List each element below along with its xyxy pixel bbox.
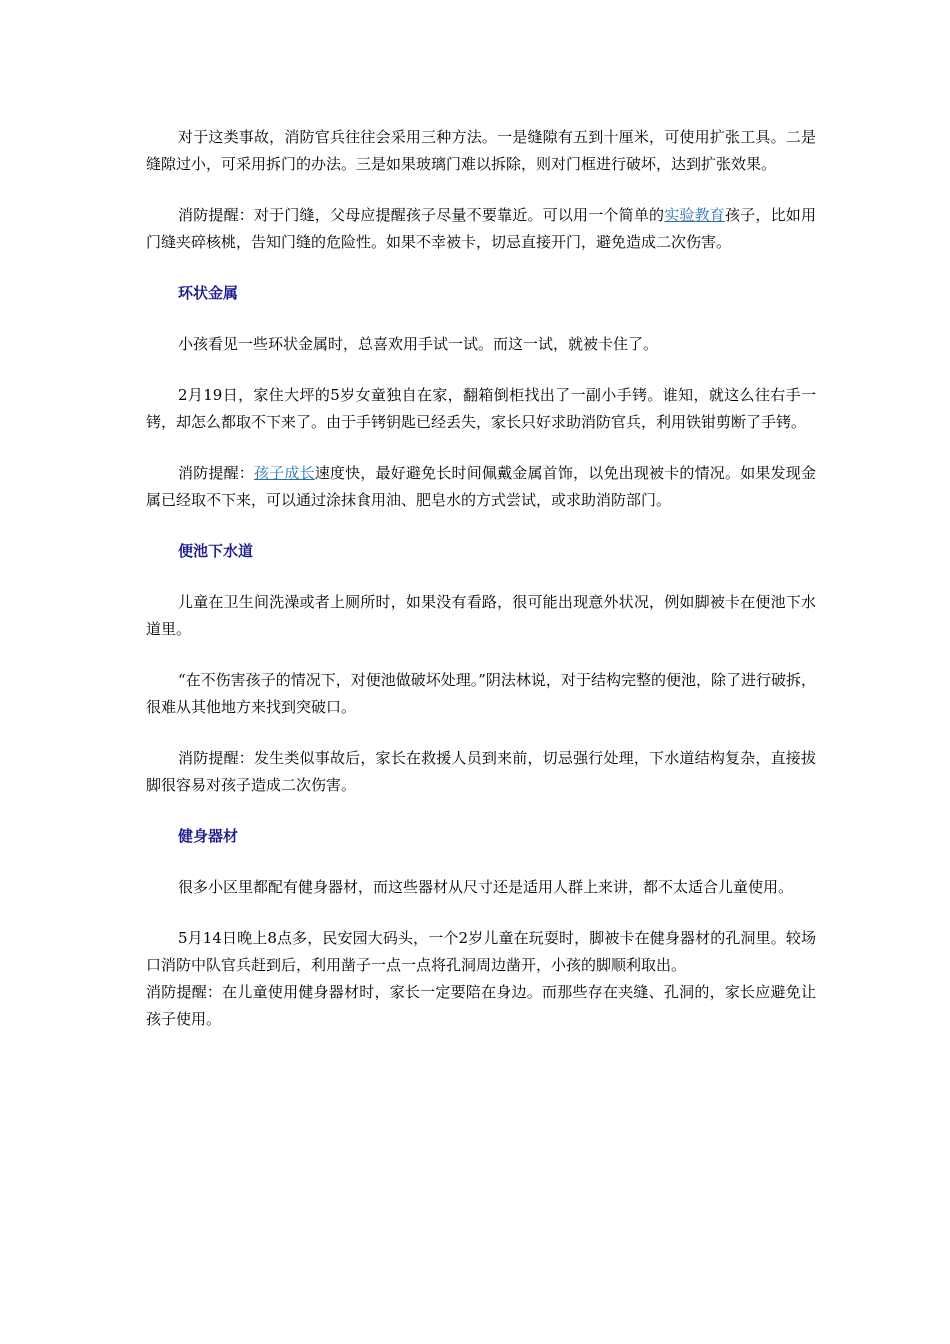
section-heading-toilet-drain: 便池下水道 xyxy=(178,542,254,560)
paragraph-fitness-reminder: 消防提醒：在儿童使用健身器材时，家长一定要陪在身边。而那些存在夹缝、孔洞的，家长应避免让孩子使用。 xyxy=(146,983,816,1028)
paragraph-door-gap-reminder xyxy=(146,202,816,256)
text-segment: 孩子，比如用门缝夹碎核桃，告知门缝的危险性。如果不幸被卡，切忌直接开门，避免造成二次伤害。 xyxy=(146,206,816,251)
experiment-education-link[interactable]: 实验教育 xyxy=(664,206,725,224)
paragraph-toilet-reminder: 消防提醒：发生类似事故后，家长在救援人员到来前，切忌强行处理，下水道结构复杂，直接拔脚很容易对孩子造成二次伤害。 xyxy=(146,749,816,794)
text-segment: 消防提醒： xyxy=(178,464,254,482)
text-segment: 消防提醒：对于门缝，父母应提醒孩子尽量不要靠近。可以用一个简单的 xyxy=(178,206,665,224)
paragraph-toilet-intro: 儿童在卫生间洗澡或者上厕所时，如果没有看路，很可能出现意外状况，例如脚被卡在便池下水道里。 xyxy=(146,593,816,638)
text-segment: 速度快，最好避免长时间佩戴金属首饰，以免出现被卡的情况。如果发现金属已经取不下来，可以通过涂抹食用油、肥皂水的方式尝试，或求助消防部门。 xyxy=(146,464,816,509)
paragraph-door-gap-methods: 对于这类事故，消防官兵往往会采用三种方法。一是缝隙有五到十厘米，可使用扩张工具。二是缝隙过小，可采用拆门的办法。三是如果玻璃门难以拆除，则对门框进行破坏，达到扩张效果。 xyxy=(146,128,816,173)
paragraph-toilet-quote: “在不伤害孩子的情况下，对便池做破坏处理。”阴法林说，对于结构完整的便池，除了进行破拆，很难从其他地方来找到突破口。 xyxy=(146,671,816,716)
paragraph-handcuff-case: 2月19日，家住大坪的5岁女童独自在家，翻箱倒柜找出了一副小手铐。谁知，就这么往右手一铐，却怎么都取不下来了。由于手铐钥匙已经丢失，家长只好求助消防官兵，利用铁钳剪断了手铐。 xyxy=(146,386,816,431)
section-heading-fitness-equipment: 健身器材 xyxy=(178,827,239,845)
section-heading-ring-metal: 环状金属 xyxy=(178,284,239,302)
paragraph-ring-metal-intro: 小孩看见一些环状金属时，总喜欢用手试一试。而这一试，就被卡住了。 xyxy=(178,335,659,353)
paragraph-ring-metal-reminder xyxy=(146,460,816,514)
paragraph-fitness-case: 5月14日晚上8点多，民安园大码头，一个2岁儿童在玩耍时，脚被卡在健身器材的孔洞里。较场口消防中队官兵赶到后，利用凿子一点一点将孔洞周边凿开，小孩的脚顺利取出。 xyxy=(146,929,816,974)
paragraph-fitness-intro: 很多小区里都配有健身器材，而这些器材从尺寸还是适用人群上来讲，都不太适合儿童使用。 xyxy=(178,878,794,896)
child-growth-link[interactable]: 孩子成长 xyxy=(253,464,315,482)
document-page xyxy=(146,124,816,1057)
